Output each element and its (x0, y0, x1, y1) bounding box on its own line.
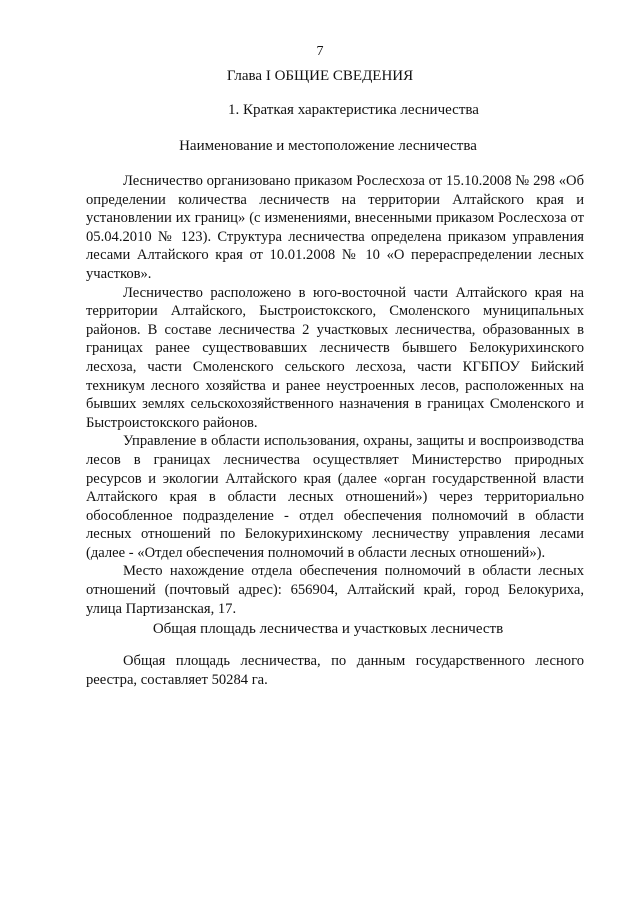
subheading-area: Общая площадь лесничества и участковых лесничеств (152, 621, 504, 637)
location-text-block (86, 172, 584, 618)
subheading-location: Наименование и местоположение лесничества (179, 138, 477, 154)
page-number: 7 (316, 44, 324, 59)
paragraph-total-area: Общая площадь лесничества, по данным государственного лесного реестра, составляет 50284 га. (86, 653, 584, 688)
paragraph-location: Лесничество расположено в юго-восточной части Алтайского края на территории Алтайского, Быстроистокского, Смоленского муниципальных районов. В составе лесничества 2 участковых лесничества, образованных в границах ранее существовавших лесничеств бывшего Белокурихинского лесхоза, части Смоленского сельского лесхоза, части КГБПОУ Бийский техникум лесного хозяйства и ранее неустроенных лесов, расположенных на бывших землях сельскохозяйственного назначения в границах Смоленского и Быстроистокского районов. (86, 284, 584, 431)
area-text-block (86, 652, 584, 689)
chapter-title: Глава I ОБЩИЕ СВЕДЕНИЯ (226, 68, 414, 84)
paragraph-address: Место нахождение отдела обеспечения полномочий в области лесных отношений (почтовый адрес): 656904, Алтайский край, город Белокуриха, улица Партизанская, 17. (86, 563, 584, 617)
paragraph-management: Управление в области использования, охраны, защиты и воспроизводства лесов в границах лесничества осуществляет Министерство природных ресурсов и экологии Алтайского края (далее «орган государственной власти Алтайского края в области лесных отношений») через территориально обособленное подразделение - отдел обеспечения полномочий в области лесных отношений по Белокурихинскому лесничеству управления лесами (далее - «Отдел обеспечения полномочий в области лесных отношений»). (86, 433, 584, 561)
section-title: 1. Краткая характеристика лесничества (228, 102, 479, 118)
paragraph-organization: Лесничество организовано приказом Рослесхоза от 15.10.2008 № 298 «Об определении количества лесничеств на территории Алтайского края и установлении их границ» (с изменениями, внесенными приказом Рослесхоза от 05.04.2010 № 123). Структура лесничества определена приказом управления лесами Алтайского края от 10.01.2008 № 10 «О перераспределении лесных участков». (86, 173, 584, 282)
